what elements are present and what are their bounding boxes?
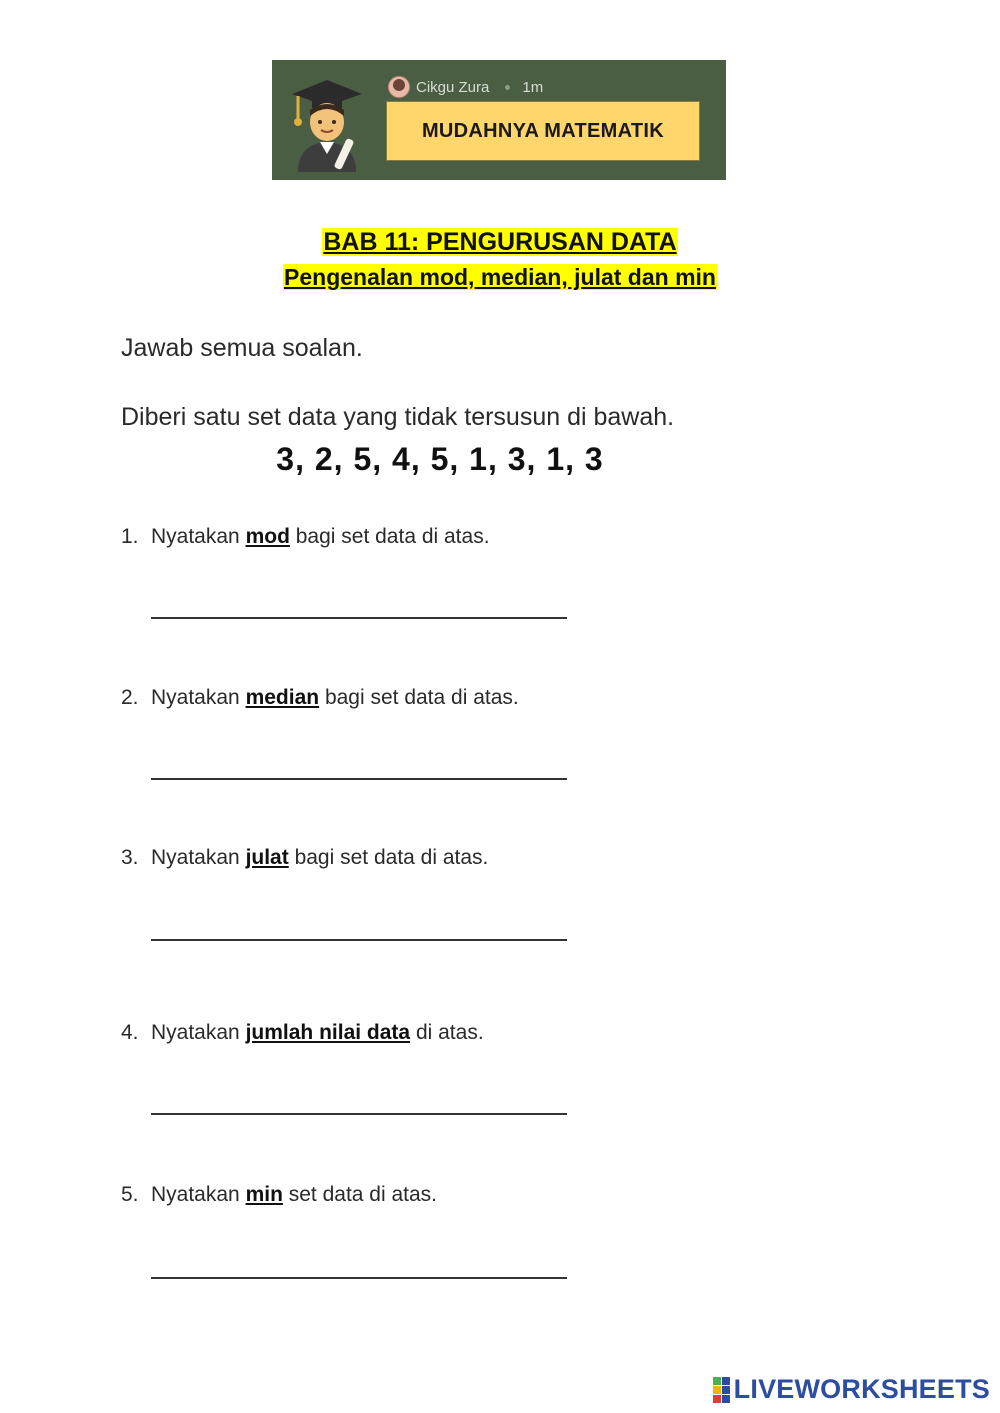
author-name: Cikgu Zura xyxy=(416,78,490,96)
chapter-subtitle xyxy=(0,264,1000,291)
question-number: 5. xyxy=(121,1183,139,1206)
author-avatar xyxy=(388,76,410,98)
question-suffix: di atas. xyxy=(415,1021,484,1044)
answer-line-1[interactable] xyxy=(151,617,567,619)
chapter-title-text: BAB 11: PENGURUSAN DATA xyxy=(323,228,677,256)
question-prefix: Nyatakan xyxy=(151,686,240,709)
question-2 xyxy=(121,686,519,710)
question-3 xyxy=(121,846,488,870)
question-suffix: set data di atas. xyxy=(288,1183,438,1206)
question-number: 2. xyxy=(121,686,139,709)
question-1 xyxy=(121,525,490,549)
dataset-values: 3, 2, 5, 4, 5, 1, 3, 1, 3 xyxy=(276,441,604,477)
question-keyword: median xyxy=(245,686,320,709)
chapter-subtitle-text: Pengenalan mod, median, julat dan min xyxy=(284,264,716,290)
question-prefix: Nyatakan xyxy=(151,846,240,869)
graduate-icon xyxy=(284,72,370,172)
question-keyword: min xyxy=(245,1183,283,1206)
question-prefix: Nyatakan xyxy=(151,1021,240,1044)
answer-line-3[interactable] xyxy=(151,939,567,941)
answer-line-5[interactable] xyxy=(151,1277,567,1279)
question-5 xyxy=(121,1183,437,1207)
question-keyword: julat xyxy=(245,846,289,869)
question-keyword: mod xyxy=(245,525,290,548)
answer-line-4[interactable] xyxy=(151,1113,567,1115)
question-number: 4. xyxy=(121,1021,139,1044)
liveworksheets-wordmark: LIVEWORKSHEETS xyxy=(733,1374,990,1404)
liveworksheets-icon xyxy=(713,1377,730,1403)
liveworksheets-logo[interactable] xyxy=(713,1374,990,1405)
question-number: 1. xyxy=(121,525,139,548)
question-suffix: bagi set data di atas. xyxy=(324,686,519,709)
dot-separator xyxy=(505,85,510,90)
post-time: 1m xyxy=(522,78,544,96)
header-banner xyxy=(272,60,726,180)
question-prefix: Nyatakan xyxy=(151,525,240,548)
question-number: 3. xyxy=(121,846,139,869)
question-keyword: jumlah nilai data xyxy=(245,1021,411,1044)
author-row xyxy=(388,76,543,98)
banner-title: MUDAHNYA MATEMATIK xyxy=(386,101,700,161)
question-suffix: bagi set data di atas. xyxy=(295,525,490,548)
answer-line-2[interactable] xyxy=(151,778,567,780)
question-suffix: bagi set data di atas. xyxy=(294,846,489,869)
given-text: Diberi satu set data yang tidak tersusun di bawah. xyxy=(121,403,675,431)
question-prefix: Nyatakan xyxy=(151,1183,240,1206)
question-4 xyxy=(121,1021,484,1045)
chapter-title xyxy=(0,228,1000,257)
instruction-text: Jawab semua soalan. xyxy=(121,334,363,362)
